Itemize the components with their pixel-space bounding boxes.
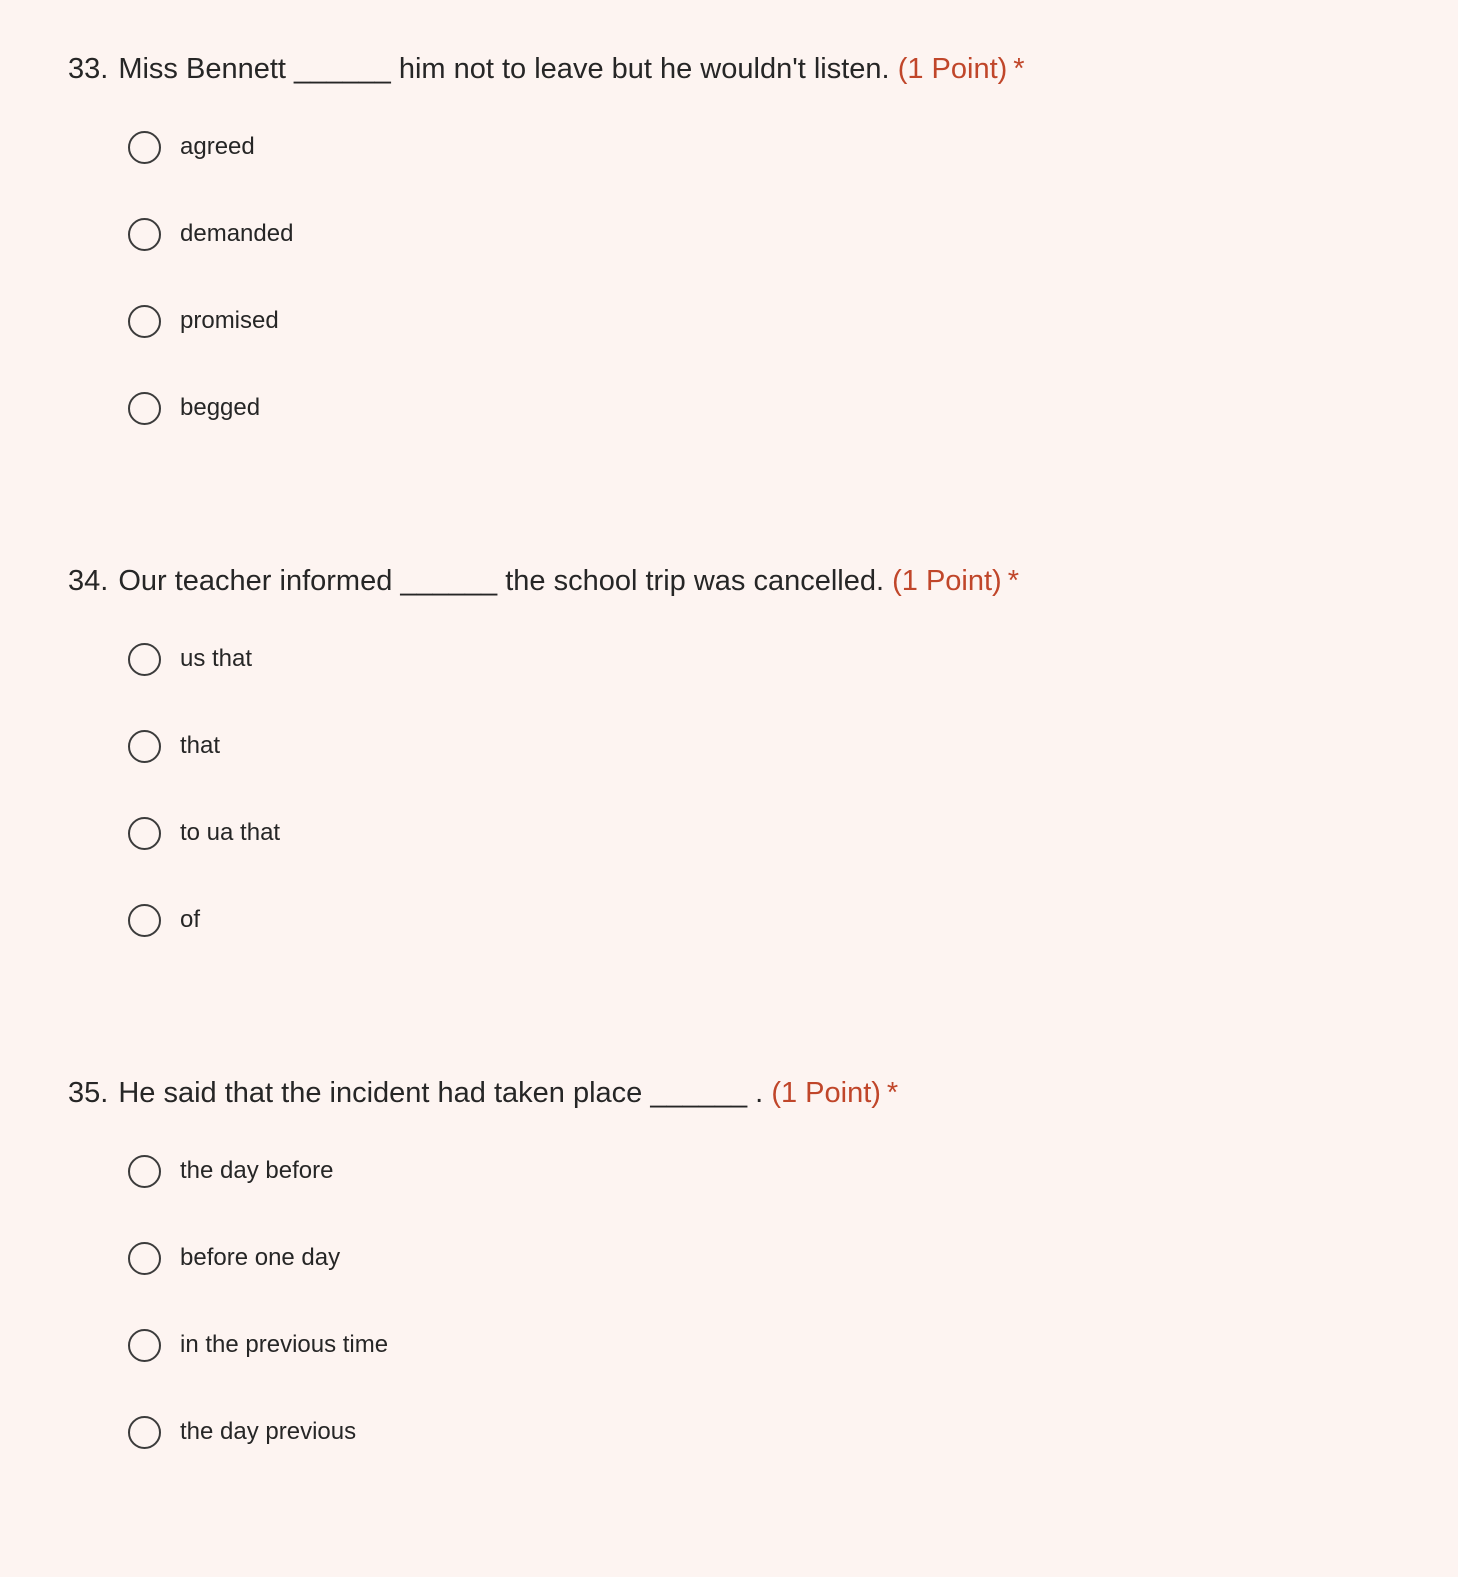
option-to-ua-that[interactable] <box>128 814 1408 852</box>
option-label: of <box>180 906 201 933</box>
option-label: that <box>180 732 221 759</box>
option-label: the day before <box>180 1157 334 1184</box>
question-points: (1 Point) <box>892 565 1002 597</box>
question-35 <box>68 1073 1408 1500</box>
option-label: to ua that <box>180 819 281 846</box>
question-title <box>68 561 1408 601</box>
question-text: Our teacher informed ______ the school trip was cancelled. <box>118 565 885 597</box>
required-asterisk: * <box>1007 565 1020 597</box>
option-label: promised <box>180 307 279 334</box>
radio-button[interactable] <box>128 392 161 425</box>
radio-button[interactable] <box>128 1329 161 1362</box>
question-title <box>68 1073 1408 1113</box>
radio-button[interactable] <box>128 1155 161 1188</box>
question-text: He said that the incident had taken place ______ . <box>118 1077 764 1109</box>
question-34 <box>68 561 1408 988</box>
required-asterisk: * <box>886 1077 899 1109</box>
option-demanded[interactable] <box>128 215 1408 253</box>
radio-button[interactable] <box>128 730 161 763</box>
option-label: agreed <box>180 133 255 160</box>
radio-button[interactable] <box>128 305 161 338</box>
option-label: demanded <box>180 220 294 247</box>
option-of[interactable] <box>128 901 1408 939</box>
radio-button[interactable] <box>128 131 161 164</box>
option-promised[interactable] <box>128 302 1408 340</box>
options-list <box>68 1152 1408 1451</box>
question-number: 34. <box>68 565 109 597</box>
option-the-day-previous[interactable] <box>128 1413 1408 1451</box>
option-label: us that <box>180 645 253 672</box>
radio-button[interactable] <box>128 218 161 251</box>
question-number: 35. <box>68 1077 109 1109</box>
option-label: the day previous <box>180 1418 357 1445</box>
option-label: in the previous time <box>180 1331 389 1358</box>
question-text: Miss Bennett ______ him not to leave but he wouldn't listen. <box>118 53 890 85</box>
question-points: (1 Point) <box>897 53 1008 85</box>
option-label: before one day <box>180 1244 341 1271</box>
option-the-day-before[interactable] <box>128 1152 1408 1190</box>
option-us-that[interactable] <box>128 640 1408 678</box>
options-list <box>68 640 1408 939</box>
radio-button[interactable] <box>128 904 161 937</box>
required-asterisk: * <box>1013 53 1025 85</box>
option-begged[interactable] <box>128 389 1408 427</box>
question-title <box>68 49 1408 89</box>
question-points: (1 Point) <box>771 1077 881 1109</box>
question-number: 33. <box>68 53 109 85</box>
option-in-the-previous-time[interactable] <box>128 1326 1408 1364</box>
option-before-one-day[interactable] <box>128 1239 1408 1277</box>
radio-button[interactable] <box>128 643 161 676</box>
option-agreed[interactable] <box>128 128 1408 166</box>
radio-button[interactable] <box>128 817 161 850</box>
option-label: begged <box>180 394 261 421</box>
radio-button[interactable] <box>128 1416 161 1449</box>
question-33 <box>68 49 1408 476</box>
radio-button[interactable] <box>128 1242 161 1275</box>
option-that[interactable] <box>128 727 1408 765</box>
options-list <box>68 128 1408 427</box>
